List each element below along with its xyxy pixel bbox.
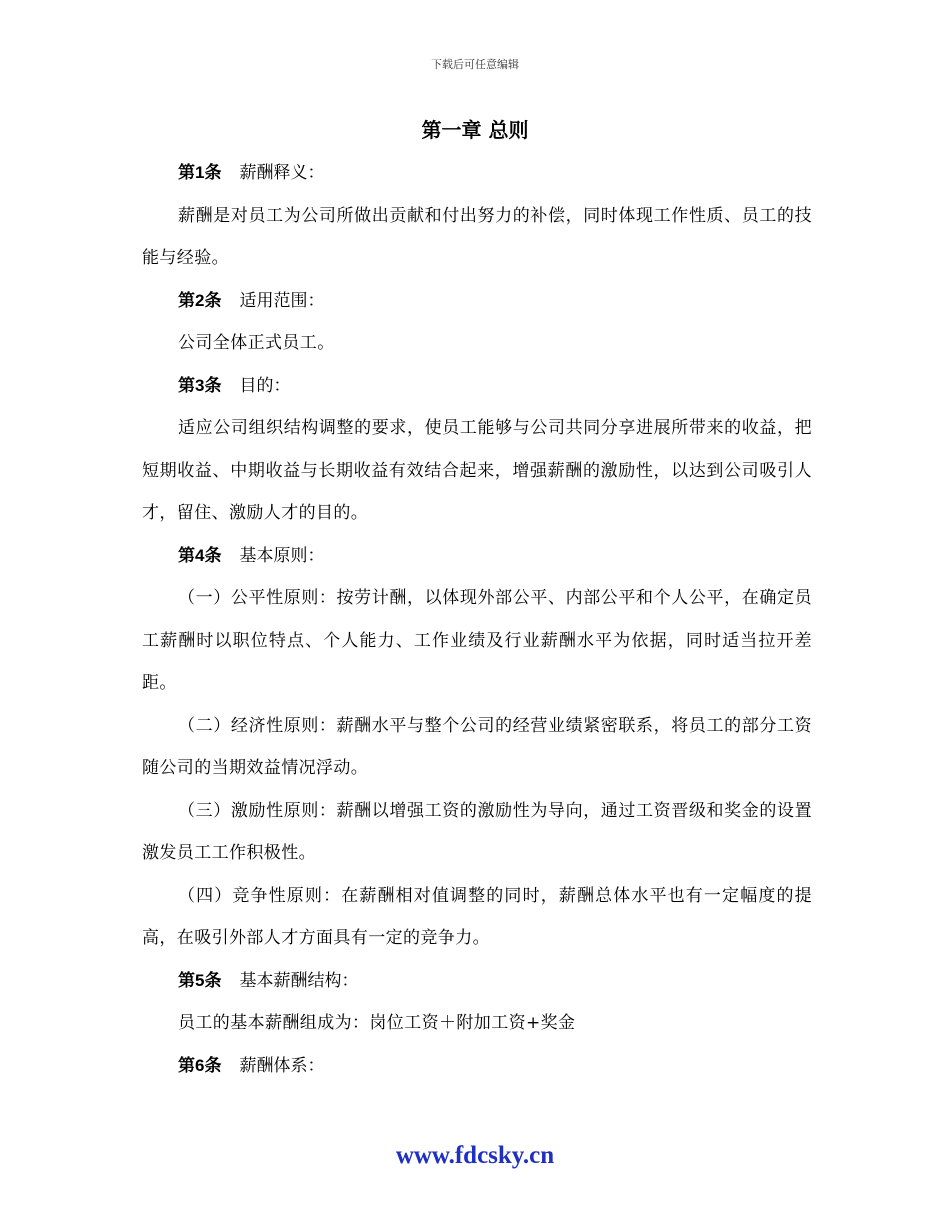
principle-economy: （二）经济性原则：薪酬水平与整个公司的经营业绩紧密联系，将员工的部分工资随公司的当期效益情况浮动。: [142, 715, 812, 778]
article-3-heading: [142, 365, 812, 408]
header-note: 下载后可任意编辑: [431, 58, 519, 71]
article-number: 第4条: [178, 545, 222, 565]
article-1-paragraph: 薪酬是对员工为公司所做出贡献和付出努力的补偿，同时体现工作性质、员工的技能与经验。: [142, 205, 812, 268]
article-4-heading: [142, 535, 812, 578]
article-title: 薪酬释义：: [239, 163, 325, 183]
principle-incentive: （三）激励性原则：薪酬以增强工资的激励性为导向，通过工资晋级和奖金的设置激发员工工作积极性。: [142, 800, 812, 863]
document-body: [142, 152, 812, 1087]
article-1-heading: [142, 152, 812, 195]
article-title: 基本原则：: [239, 545, 325, 566]
article-title: 薪酬体系：: [239, 1055, 325, 1076]
article-number: 第2条: [178, 290, 222, 310]
article-5-heading: [142, 960, 812, 1003]
article-title: 适用范围：: [239, 290, 325, 311]
article-2-heading: [142, 280, 812, 323]
article-3-paragraph: 适应公司组织结构调整的要求，使员工能够与公司共同分享进展所带来的收益，把短期收益、中期收益与长期收益有效结合起来，增强薪酬的激励性，以达到公司吸引人才，留住、激励人才的目的。: [142, 418, 812, 523]
principle-fairness: （一）公平性原则：按劳计酬，以体现外部公平、内部公平和个人公平，在确定员工薪酬时以职位特点、个人能力、工作业绩及行业薪酬水平为依据，同时适当拉开差距。: [142, 588, 812, 693]
article-2-paragraph: 公司全体正式员工。: [178, 333, 335, 353]
article-number: 第5条: [178, 970, 222, 990]
footer-website-link[interactable]: www.fdcsky.cn: [395, 1142, 555, 1169]
article-title: 目的：: [239, 375, 291, 396]
principle-competitiveness: （四）竞争性原则：在薪酬相对值调整的同时，薪酬总体水平也有一定幅度的提高，在吸引外部人才方面具有一定的竞争力。: [142, 885, 812, 948]
article-number: 第1条: [178, 163, 222, 182]
article-number: 第6条: [178, 1055, 222, 1075]
article-title: 基本薪酬结构：: [239, 970, 359, 991]
article-6-heading: [142, 1045, 812, 1088]
chapter-title: 第一章 总则: [421, 118, 529, 142]
article-number: 第3条: [178, 375, 222, 395]
article-5-paragraph: 员工的基本薪酬组成为：岗位工资＋附加工资+奖金: [178, 1013, 576, 1033]
